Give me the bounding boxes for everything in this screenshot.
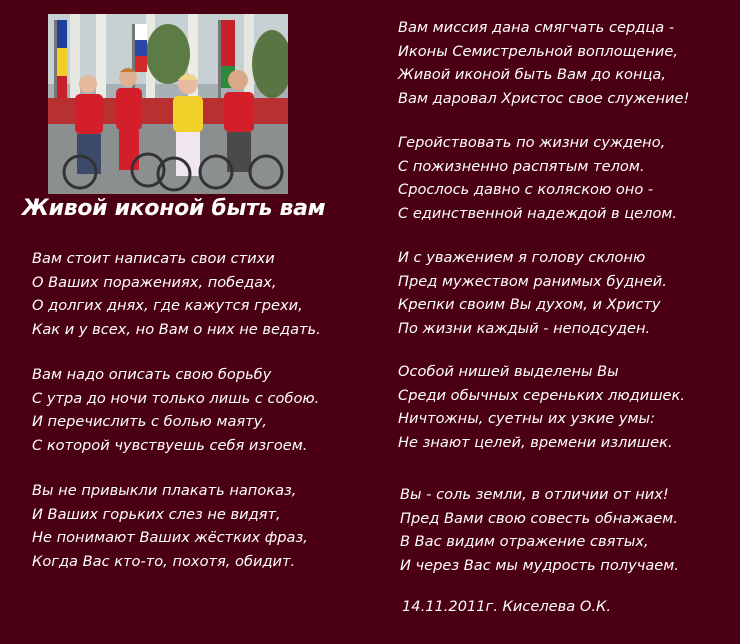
poem-line: С пожизненно распятым телом. — [398, 157, 645, 175]
poem-line: Не знают целей, времени излишек. — [398, 433, 673, 451]
poem-line: Когда Вас кто-то, похотя, обидит. — [32, 552, 296, 570]
poem-line: Пред мужеством ранимых будней. — [398, 272, 667, 290]
poem-line: По жизни каждый - неподсуден. — [398, 319, 651, 337]
poem-line: И перечислить с болью маяту, — [32, 413, 267, 430]
poem-line: С утра до ночи только лишь с собою. — [32, 389, 320, 407]
right-stanza-5 — [400, 483, 679, 577]
signature: 14.11.2011г. Киселева О.К. — [402, 598, 611, 615]
poem-title: Живой иконой быть вам — [22, 196, 326, 221]
poem-line: Вы не привыкли плакать напоказ, — [32, 482, 297, 499]
poem-line: Иконы Семистрельной воплощение, — [398, 42, 679, 60]
poem-line: Как и у всех, но Вам о них не ведать. — [32, 320, 321, 338]
left-stanza-3 — [32, 479, 308, 573]
poem-line: Крепки своим Вы духом, и Христу — [398, 296, 661, 313]
group-photo-illustration — [48, 14, 288, 194]
poem-line: Вам миссия дана смягчать сердца - — [398, 19, 675, 36]
poem-line: И Ваших горьких слез не видят, — [32, 505, 281, 523]
poem-line: Пред Вами свою совесть обнажаем. — [400, 509, 678, 527]
poem-line: Ничтожны, суетны их узкие умы: — [398, 410, 656, 427]
right-stanza-4 — [398, 360, 685, 454]
poem-line: И через Вас мы мудрость получаем. — [400, 556, 679, 574]
poem-line: В Вас видим отражение святых, — [400, 533, 649, 550]
poem-line: Срослось давно с коляскою оно - — [398, 181, 654, 198]
group-photo — [48, 14, 288, 194]
right-stanza-3 — [398, 246, 667, 340]
poem-line: Вам стоит написать свои стихи — [32, 250, 275, 267]
poem-line: Геройствовать по жизни суждено, — [398, 134, 666, 151]
poem-line: И с уважением я голову склоню — [398, 249, 646, 266]
poem-line: Не понимают Ваших жёстких фраз, — [32, 529, 308, 546]
poem-line: Среди обычных сереньких людишек. — [398, 386, 685, 404]
poem-line: О долгих днях, где кажутся грехи, — [32, 297, 303, 314]
poem-line: Вы - соль земли, в отличии от них! — [400, 486, 669, 503]
poem-line: О Ваших поражениях, победах, — [32, 273, 277, 291]
poem-line: С которой чувствуешь себя изгоем. — [32, 436, 308, 454]
poem-line: Вам даровал Христос свое служение! — [398, 89, 690, 107]
right-stanza-2 — [398, 131, 677, 225]
right-stanza-1 — [398, 16, 689, 110]
left-stanza-2 — [32, 363, 319, 457]
poem-line: Живой иконой быть Вам до конца, — [398, 66, 667, 83]
poem-line: Особой нишей выделены Вы — [398, 363, 619, 380]
poem-line: Вам надо описать свою борьбу — [32, 366, 272, 383]
poem-line: С единственной надеждой в целом. — [398, 204, 678, 222]
left-stanza-1 — [32, 247, 321, 341]
